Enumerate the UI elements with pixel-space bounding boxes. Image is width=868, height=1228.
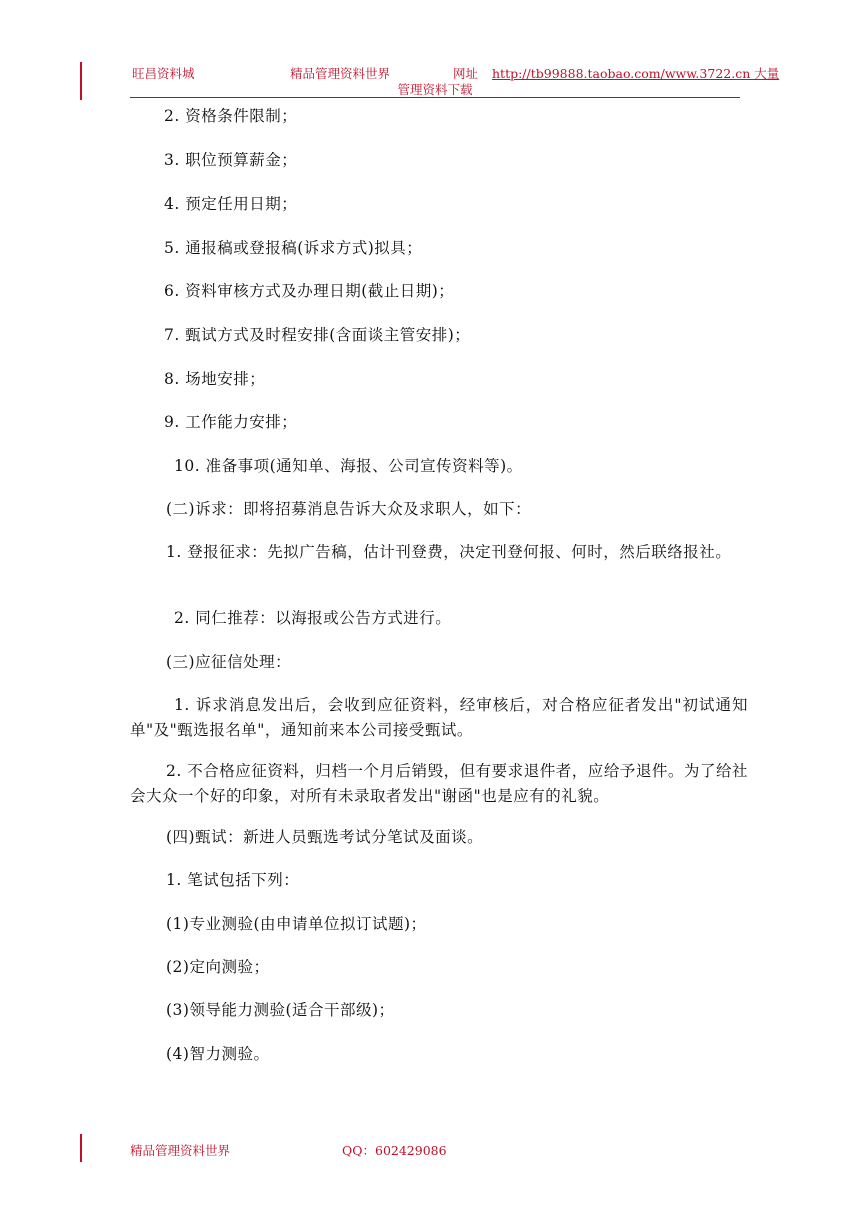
list-item-leadership-test: (3)领导能力测验(适合干部级)；	[166, 1001, 395, 1019]
footer-qq: QQ：602429086	[342, 1143, 447, 1158]
header-site-name: 旺昌资料城	[132, 66, 195, 81]
list-item-intelligence-test: (4)智力测验。	[166, 1045, 270, 1063]
header-divider	[130, 97, 740, 98]
header-url-label: 网址	[453, 66, 479, 81]
footer-world-name: 精品管理资料世界	[130, 1143, 231, 1158]
paragraph-newspaper: 1. 登报征求：先拟广告稿，估计刊登费，决定刊登何报、何时，然后联络报社。	[166, 543, 732, 561]
list-item-orientation-test: (2)定向测验；	[166, 958, 270, 976]
header-subtitle: 管理资料下载	[397, 82, 473, 97]
section-heading-screening: (四)甄试：新进人员甄选考试分笔试及面谈。	[166, 828, 484, 846]
paragraph-item-3: 3. 职位预算薪金；	[164, 151, 298, 169]
paragraph-written-test: 1. 笔试包括下列：	[166, 871, 300, 889]
header-url-link[interactable]: http://tb99888.taobao.com/www.3722.cn 大量	[492, 66, 780, 81]
list-item-professional-test: (1)专业测验(由申请单位拟订试题)；	[166, 915, 427, 933]
paragraph-item-8: 8. 场地安排；	[164, 370, 266, 388]
paragraph-review: 1. 诉求消息发出后，会收到应征资料，经审核后，对合格应征者发出"初试通知单"及"甄选报名单"，通知前来本公司接受甄试。	[130, 696, 748, 739]
paragraph-item-4: 4. 预定任用日期；	[164, 195, 298, 213]
section-heading-applications: (三)应征信处理：	[166, 653, 292, 671]
header-world-name: 精品管理资料世界	[290, 66, 391, 81]
paragraph-item-5: 5. 通报稿或登报稿(诉求方式)拟具；	[164, 239, 423, 257]
page-footer	[130, 1141, 447, 1159]
footer-margin-mark	[80, 1134, 82, 1162]
paragraph-rejection: 2. 不合格应征资料，归档一个月后销毁，但有要求退件者，应给予退件。为了给社会大众一个好的印象，对所有未录取者发出"谢函"也是应有的礼貌。	[130, 762, 748, 805]
paragraph-item-10: 10. 准备事项(通知单、海报、公司宣传资料等)。	[174, 457, 523, 475]
header-margin-mark	[80, 62, 82, 100]
paragraph-item-7: 7. 甄试方式及时程安排(含面谈主管安排)；	[164, 326, 471, 344]
paragraph-item-9: 9. 工作能力安排；	[164, 413, 298, 431]
paragraph-item-2: 2. 资格条件限制；	[164, 107, 298, 125]
paragraph-item-6: 6. 资料审核方式及办理日期(截止日期)；	[164, 282, 455, 300]
paragraph-referral: 2. 同仁推荐：以海报或公告方式进行。	[174, 609, 452, 627]
section-heading-appeal: (二)诉求：即将招募消息告诉大众及求职人，如下：	[166, 500, 532, 518]
